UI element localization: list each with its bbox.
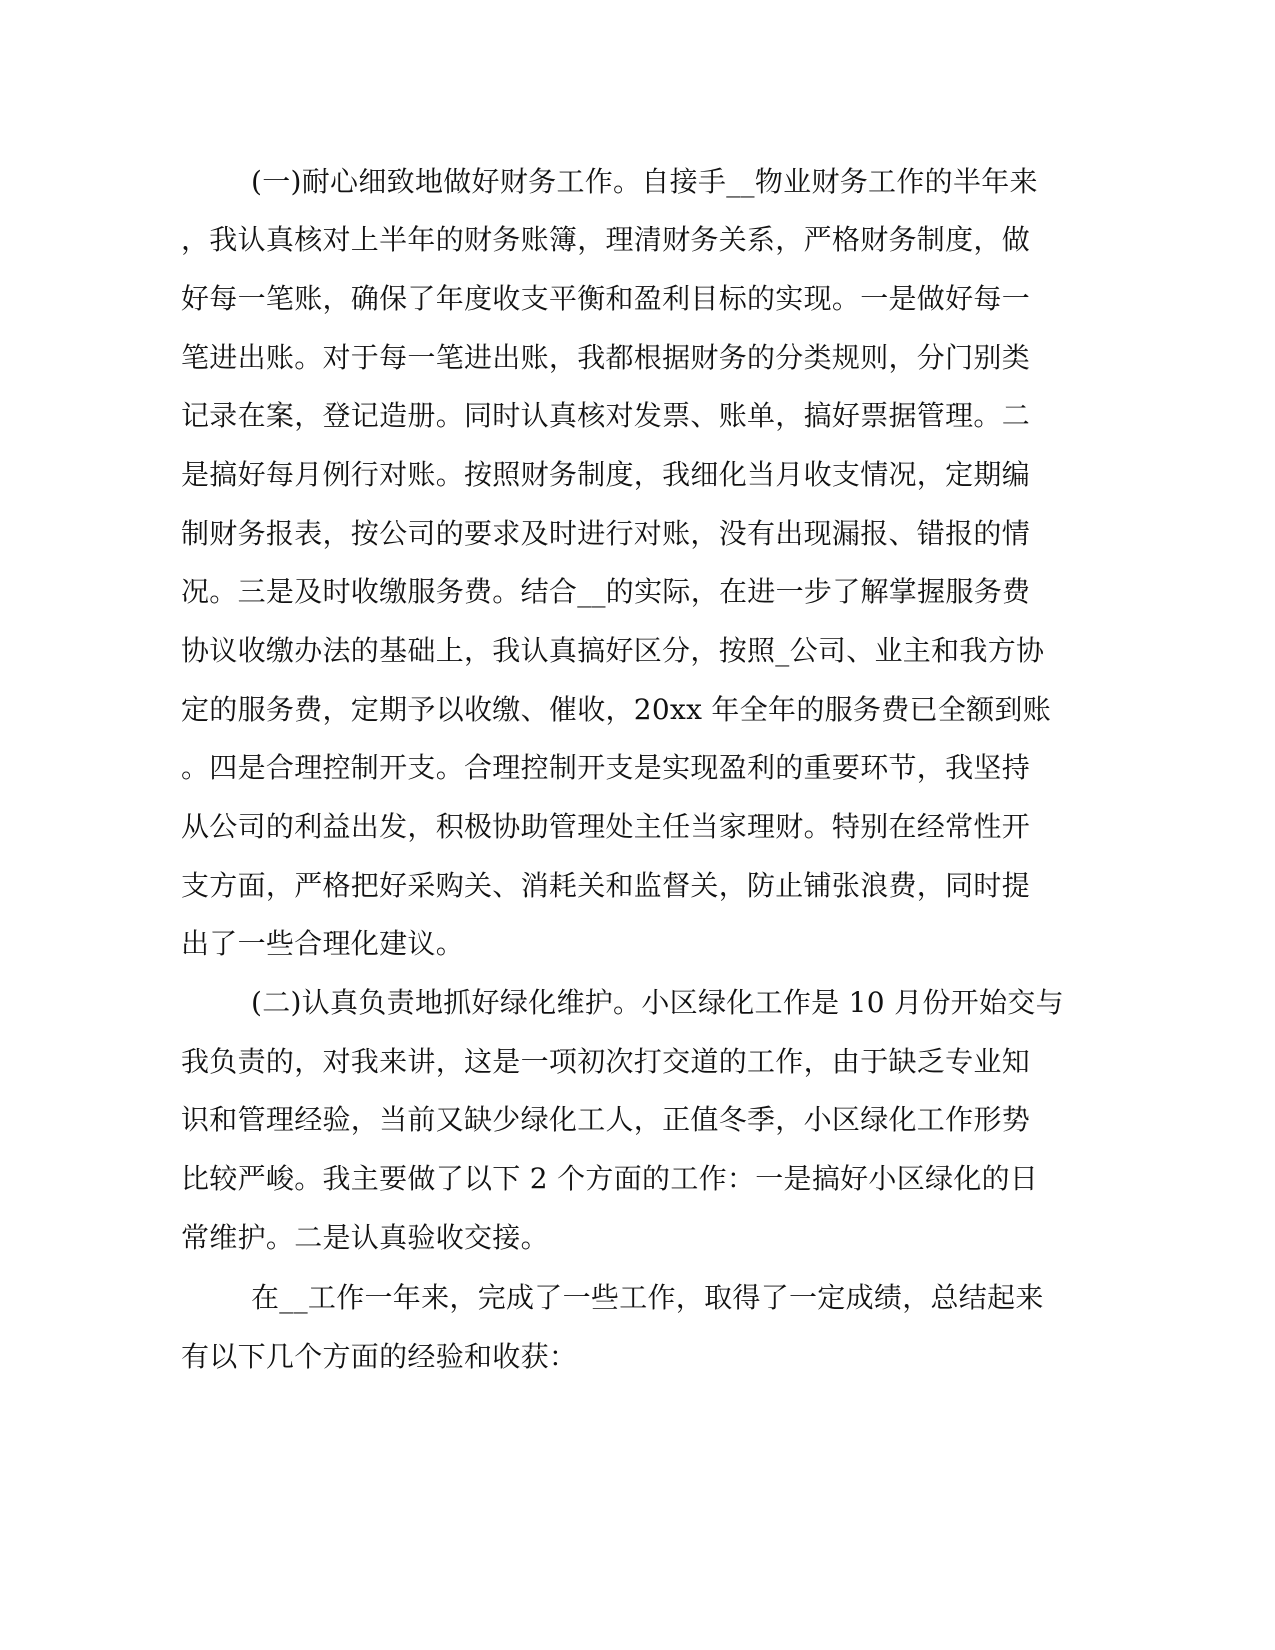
text-line: 定的服务费，定期予以收缴、催收，20xx 年全年的服务费已全额到账 — [181, 693, 1052, 726]
text-line: 我负责的，对我来讲，这是一项初次打交道的工作，由于缺乏专业知 — [181, 1045, 1031, 1078]
text-line: 笔进出账。对于每一笔进出账，我都根据财务的分类规则，分门别类 — [181, 341, 1031, 374]
text-line: 识和管理经验，当前又缺少绿化工人，正值冬季，小区绿化工作形势 — [181, 1103, 1031, 1136]
text-line: 在__工作一年来，完成了一些工作，取得了一定成绩，总结起来 — [251, 1281, 1044, 1314]
text-line: 。四是合理控制开支。合理控制开支是实现盈利的重要环节，我坚持 — [181, 751, 1031, 784]
text-line: 出了一些合理化建议。 — [181, 927, 465, 960]
text-line: 支方面，严格把好采购关、消耗关和监督关，防止铺张浪费，同时提 — [181, 869, 1031, 902]
text-line: 好每一笔账，确保了年度收支平衡和盈利目标的实现。一是做好每一 — [181, 282, 1031, 315]
text-line: (二)认真负责地抓好绿化维护。小区绿化工作是 10 月份开始交与 — [251, 986, 1064, 1019]
text-line: 从公司的利益出发，积极协助管理处主任当家理财。特别在经常性开 — [181, 810, 1031, 843]
text-line: 协议收缴办法的基础上，我认真搞好区分，按照_公司、业主和我方协 — [181, 634, 1045, 667]
text-line: 常维护。二是认真验收交接。 — [181, 1221, 549, 1254]
text-line: 记录在案，登记造册。同时认真核对发票、账单，搞好票据管理。二 — [181, 399, 1031, 432]
text-line: (一)耐心细致地做好财务工作。自接手__物业财务工作的半年来 — [251, 165, 1038, 198]
text-line: 制财务报表，按公司的要求及时进行对账，没有出现漏报、错报的情 — [181, 517, 1031, 550]
text-line: 是搞好每月例行对账。按照财务制度，我细化当月收支情况，定期编 — [181, 458, 1031, 491]
text-line: 有以下几个方面的经验和收获： — [181, 1340, 578, 1373]
text-line: 况。三是及时收缴服务费。结合__的实际，在进一步了解掌握服务费 — [181, 575, 1031, 608]
text-line: 比较严峻。我主要做了以下 2 个方面的工作：一是搞好小区绿化的日 — [181, 1162, 1039, 1195]
text-line: ，我认真核对上半年的财务账簿，理清财务关系，严格财务制度，做 — [181, 223, 1031, 256]
